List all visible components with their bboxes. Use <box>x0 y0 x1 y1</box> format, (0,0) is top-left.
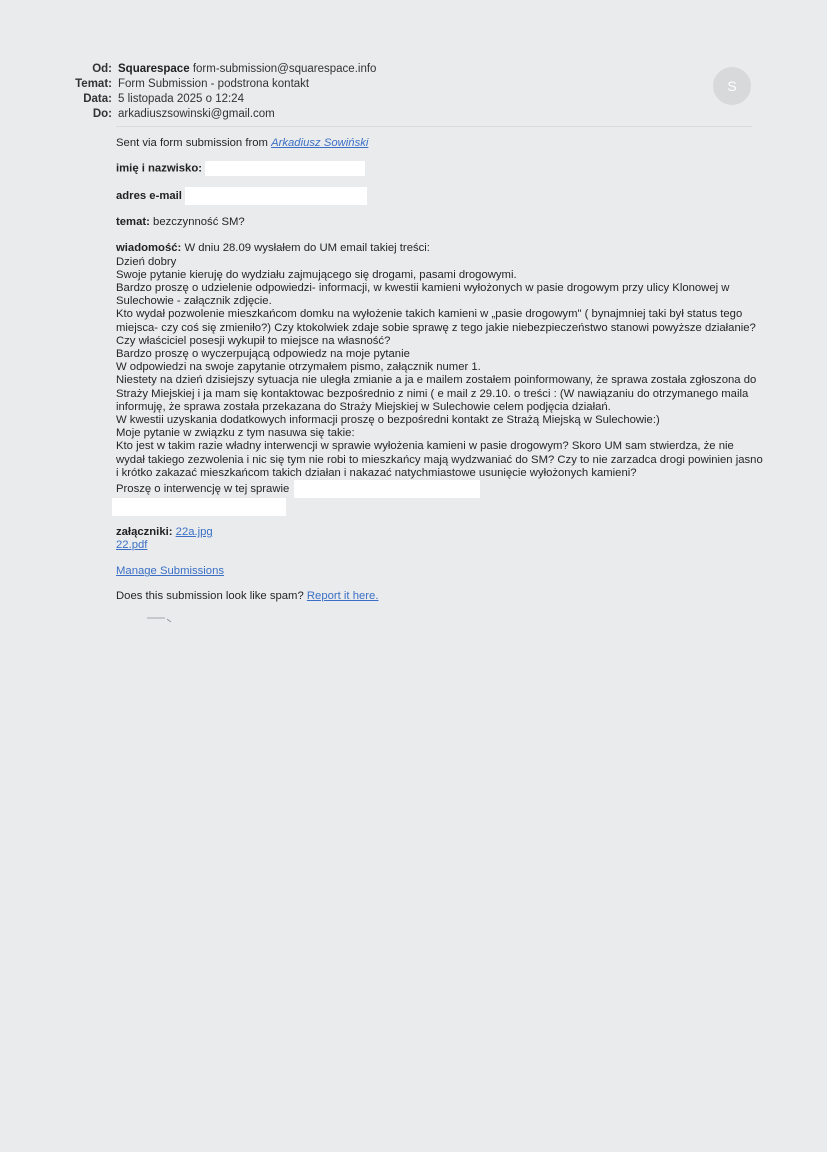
message-closing: Proszę o interwencję w tej sprawie <box>116 483 290 496</box>
sender-name: Squarespace <box>118 63 190 75</box>
pen-mark <box>145 615 175 625</box>
name-label: imię i nazwisko: <box>116 162 203 175</box>
email-redaction <box>185 187 367 205</box>
email-body <box>116 137 761 603</box>
subject-row <box>60 77 760 92</box>
message-line: Bardzo proszę o wyczerpującą odpowiedz na moje pytanie <box>116 348 410 361</box>
message-line: miejsca- czy coś się zmieniło?) Czy ktokolwiek zdaje sobie sprawę z tego jakie niebezpieczeństwo stanowi powyższe działanie? <box>116 321 756 334</box>
spam-row <box>116 590 761 603</box>
message-line: i krótko zakazać mieszkańcom takich działan i nakazać natychmiastowe usunięcie wyłożonych kamieni? <box>116 466 637 479</box>
topic-field <box>116 216 761 229</box>
message-last-line <box>116 480 761 498</box>
attachment-link-jpg[interactable]: 22a.jpg <box>175 526 213 539</box>
date-row <box>60 92 760 107</box>
message-line: Moje pytanie w związku z tym nasuwa się takie: <box>116 427 355 440</box>
subject-label: Temat: <box>75 78 112 90</box>
sender-email: form-submission@squarespace.info <box>192 63 377 75</box>
message-line: Dzień dobry <box>116 255 177 268</box>
attachments-label: załączniki: <box>116 526 173 539</box>
signature-redaction-2 <box>112 498 286 516</box>
message-line: W kwestii uzyskania dodatkowych informacji proszę o bezpośredni kontakt ze Strażą Miejską w Sulechowie:) <box>116 414 660 427</box>
sent-via-text: Sent via form submission from <box>116 137 268 149</box>
header-divider <box>116 126 752 127</box>
message-line: Bardzo proszę o udzielenie odpowiedzi- informacji, w kwestii kamieni wyłożonych w pasie drogowym przy ulicy Klonowej w <box>116 282 730 295</box>
message-line: Kto jest w takim razie władny interwencji w sprawie wyłożenia kamieni w pasie drogowym? Skoro UM sam stwierdza, że nie <box>116 440 734 453</box>
email-label: adres e-mail <box>116 190 182 203</box>
message-line: Sulechowie - załącznik zdjęcie. <box>116 295 272 308</box>
topic-value: bezczynność SM? <box>153 216 245 229</box>
message-first-line <box>116 242 761 255</box>
spam-question: Does this submission look like spam? <box>116 589 304 602</box>
to-value: arkadiuszsowinski@gmail.com <box>118 108 275 120</box>
sent-via-line <box>116 137 761 150</box>
to-label: Do: <box>92 108 112 120</box>
message-line: Swoje pytanie kieruję do wydziału zajmującego się drogami, pasami drogowymi. <box>116 268 517 281</box>
message-label: wiadomość: <box>116 242 182 255</box>
attachment-link-pdf[interactable]: 22.pdf <box>116 539 148 552</box>
from-value <box>118 62 376 77</box>
from-row <box>60 62 760 77</box>
message-line: W odpowiedzi na swoje zapytanie otrzymałem pismo, załącznik numer 1. <box>116 361 481 374</box>
email-header <box>60 62 760 122</box>
name-field <box>116 161 761 176</box>
report-spam-link[interactable]: Report it here. <box>306 589 379 602</box>
attachment-row-2 <box>116 539 761 552</box>
message-line: Straży Miejskiej i ja mam się kontaktowac bezpośrednio z nimi ( e mail z 29.10. o treści : (W nawiązaniu do otrzymanego maila <box>116 387 749 400</box>
manage-submissions-link[interactable]: Manage Submissions <box>116 565 225 578</box>
attachments-row <box>116 526 761 539</box>
name-redaction <box>205 161 365 176</box>
attachments-block <box>116 526 761 552</box>
message-line: Niestety na dzień dzisiejszy sytuacja nie uległa zmianie a ja e mailem zostałem poinformowany, że sprawa została zgłoszona do <box>116 374 757 387</box>
message-intro: W dniu 28.09 wysłałem do UM email takiej treści: <box>184 242 430 255</box>
message-line: Kto wydał pozwolenie mieszkańcom domku na wyłożenie takich kamieni w „pasie drogowym" ( bynajmniej taki był status tego <box>116 308 743 321</box>
subject-value: Form Submission - podstrona kontakt <box>118 78 310 90</box>
date-value: 5 listopada 2025 o 12:24 <box>118 93 244 105</box>
signature-redaction <box>294 480 480 498</box>
from-label: Od: <box>92 63 112 75</box>
message-line: Czy właściciel posesji wykupił to miejsce na własność? <box>116 334 391 347</box>
message-block <box>116 242 761 516</box>
message-line: wydał takiego zezwolenia i nic się tym nie robi to mieszkańcy mają wydzwaniać do SM? Czy to nie zarzadca drogi powinien jasno <box>116 453 763 466</box>
message-line: informuję, że sprawa została przekazana do Straży Miejskiej w Sulechowie celem podjęcia działań. <box>116 400 611 413</box>
sender-profile-link[interactable]: Arkadiusz Sowiński <box>271 137 369 149</box>
to-row <box>60 107 760 122</box>
email-field <box>116 187 761 205</box>
topic-label: temat: <box>116 216 150 229</box>
signature-redaction-row <box>112 498 761 516</box>
sender-avatar: S <box>713 67 751 105</box>
date-label: Data: <box>83 93 112 105</box>
manage-row <box>116 565 761 578</box>
